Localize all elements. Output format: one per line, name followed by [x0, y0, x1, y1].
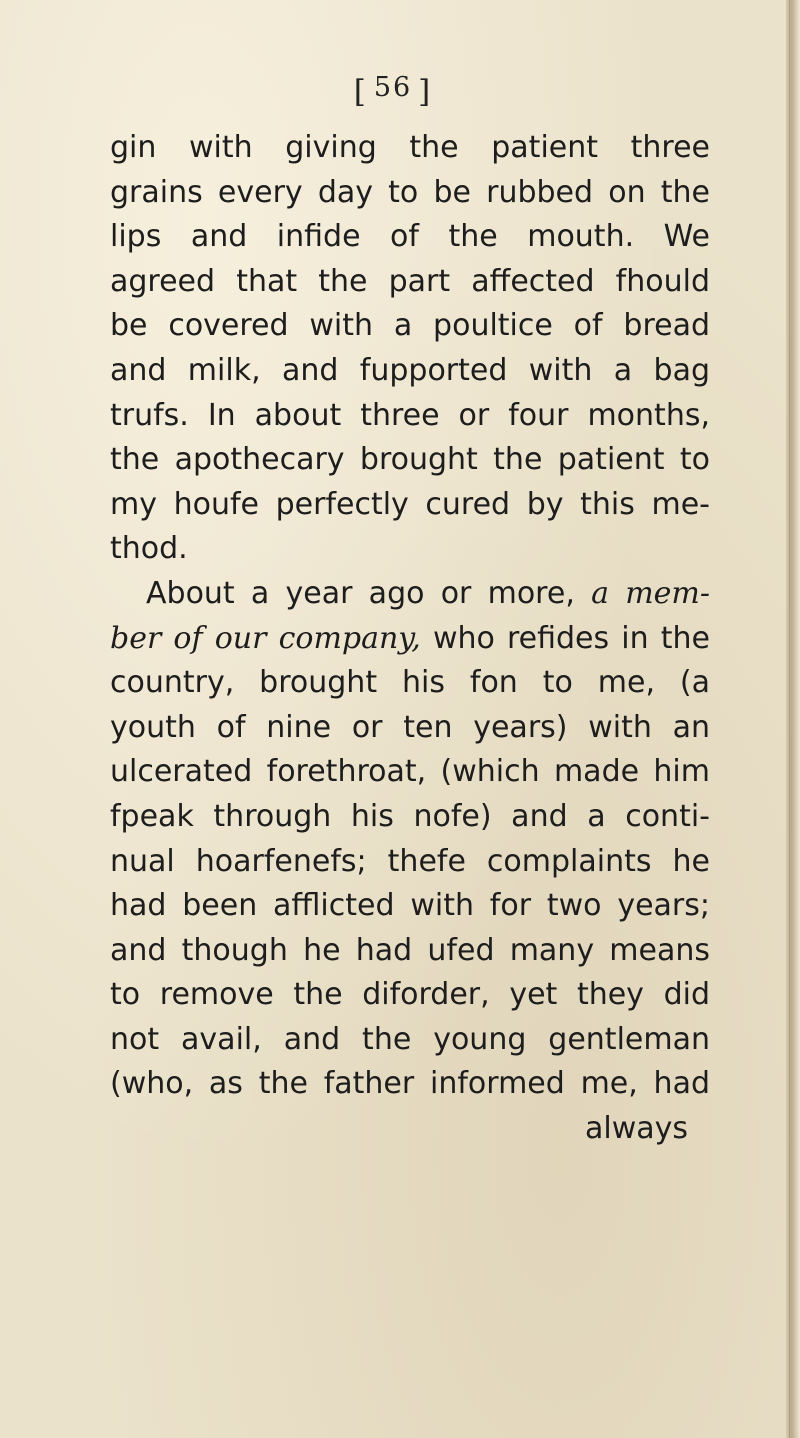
text-segment: who refides in the [420, 620, 710, 656]
text-line: ulcerated forethroat, (which made him [110, 754, 710, 790]
text-segment: About a year ago or more, [146, 575, 592, 611]
text-line: and milk, and fupported with a bag [110, 352, 710, 388]
text-line: grains every day to be rubbed on the [110, 174, 710, 210]
text-line: trufs. In about three or four months, [110, 397, 710, 433]
text-line: had been afflicted with for two years; [110, 888, 710, 924]
text-line: (who, as the father informed me, had [110, 1066, 710, 1102]
italic-segment: ber of our company, [110, 620, 421, 656]
text-line: lips and infide of the mouth. We [110, 219, 710, 255]
italic-segment: a mem- [591, 575, 710, 611]
header-bracket-open: [ [353, 74, 368, 110]
text-line: my houfe perfectly cured by this me- [110, 486, 710, 522]
text-line: fpeak through his nofe) and a conti- [110, 798, 710, 834]
text-line: the apothecary brought the patient to [110, 442, 710, 478]
page-body-text [110, 126, 710, 1152]
text-line: to remove the diforder, yet they did [110, 977, 710, 1013]
text-line: nual hoarfenefs; thefe complaints he [110, 843, 710, 879]
text-line-paragraph-end: thod. [110, 531, 188, 567]
catchword: always [584, 1111, 688, 1147]
text-line: youth of nine or ten years) with an [110, 709, 710, 745]
page-header [0, 72, 786, 110]
header-bracket-close: ] [418, 74, 433, 110]
text-line: country, brought his fon to me, (a [110, 665, 710, 701]
text-line-paragraph-start [110, 572, 710, 617]
page-number: 56 [373, 72, 413, 103]
text-line: not avail, and the young gentleman [110, 1021, 710, 1057]
page-gutter-edge [786, 0, 800, 1438]
text-line: be covered with a poultice of bread [110, 308, 710, 344]
text-line: and though he had ufed many means [110, 932, 710, 968]
text-line [110, 617, 710, 662]
text-line: gin with giving the patient three [110, 130, 710, 165]
text-line: agreed that the part affected fhould [110, 263, 710, 299]
